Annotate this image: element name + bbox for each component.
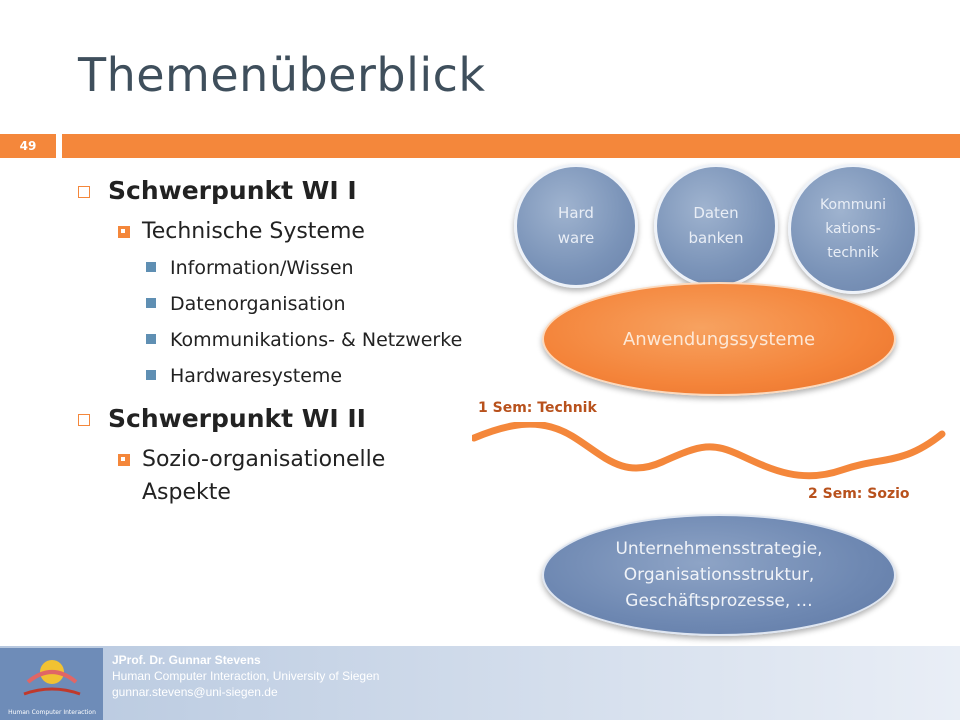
circle-hardware: Hard ware — [514, 164, 638, 288]
sub-2-text: Sozio-organisationelle Aspekte — [142, 447, 386, 505]
square-bullet-icon — [78, 414, 90, 426]
square-bullet-icon — [78, 186, 90, 198]
sub-1-text: Technische Systeme — [142, 219, 365, 244]
affiliation: Human Computer Interaction, University of Siegen — [112, 669, 380, 683]
square-bullet-icon — [146, 298, 156, 308]
square-bullet-icon — [146, 334, 156, 344]
bullet-sub-2 — [116, 443, 472, 509]
logo — [0, 648, 103, 720]
circle-kommunikationstechnik: Kommuni kations- technik — [788, 164, 918, 294]
bullet-list — [72, 176, 472, 515]
svg-text:Human Computer Interaction: Human Computer Interaction — [8, 709, 96, 716]
hci-logo-icon — [0, 648, 103, 720]
sem1-label: 1 Sem: Technik — [478, 400, 597, 416]
square-bullet-icon — [146, 262, 156, 272]
footer-text — [112, 652, 379, 700]
bullet-heading-1 — [72, 176, 472, 205]
slide-title: Themenüberblick — [78, 48, 486, 102]
square-bullet-icon — [118, 454, 130, 466]
square-bullet-icon — [118, 226, 130, 238]
heading-2-text: Schwerpunkt WI II — [108, 404, 366, 433]
sem2-label: 2 Sem: Sozio — [808, 486, 910, 502]
bullet-sub-1 — [116, 215, 472, 248]
bullet-heading-2 — [72, 404, 472, 433]
slide-number: 49 — [0, 134, 56, 158]
topic-diagram — [460, 160, 960, 640]
list-item: Datenorganisation — [144, 290, 472, 318]
list-item: Hardwaresysteme — [144, 362, 472, 390]
ellipse-unternehmensstrategie: Unternehmensstrategie, Organisationsstruktur, Geschäftsprozesse, … — [542, 514, 896, 636]
accent-bar — [62, 134, 960, 158]
presenter-name: JProf. Dr. Gunnar Stevens — [112, 653, 261, 667]
list-item: Kommunikations- & Netzwerke — [144, 326, 472, 354]
heading-1-text: Schwerpunkt WI I — [108, 176, 357, 205]
email: gunnar.stevens@uni-siegen.de — [112, 685, 278, 699]
square-bullet-icon — [146, 370, 156, 380]
circle-datenbanken: Daten banken — [654, 164, 778, 288]
list-item: Information/Wissen — [144, 254, 472, 282]
wave-divider — [472, 422, 948, 492]
ellipse-anwendungssysteme: Anwendungssysteme — [542, 282, 896, 396]
